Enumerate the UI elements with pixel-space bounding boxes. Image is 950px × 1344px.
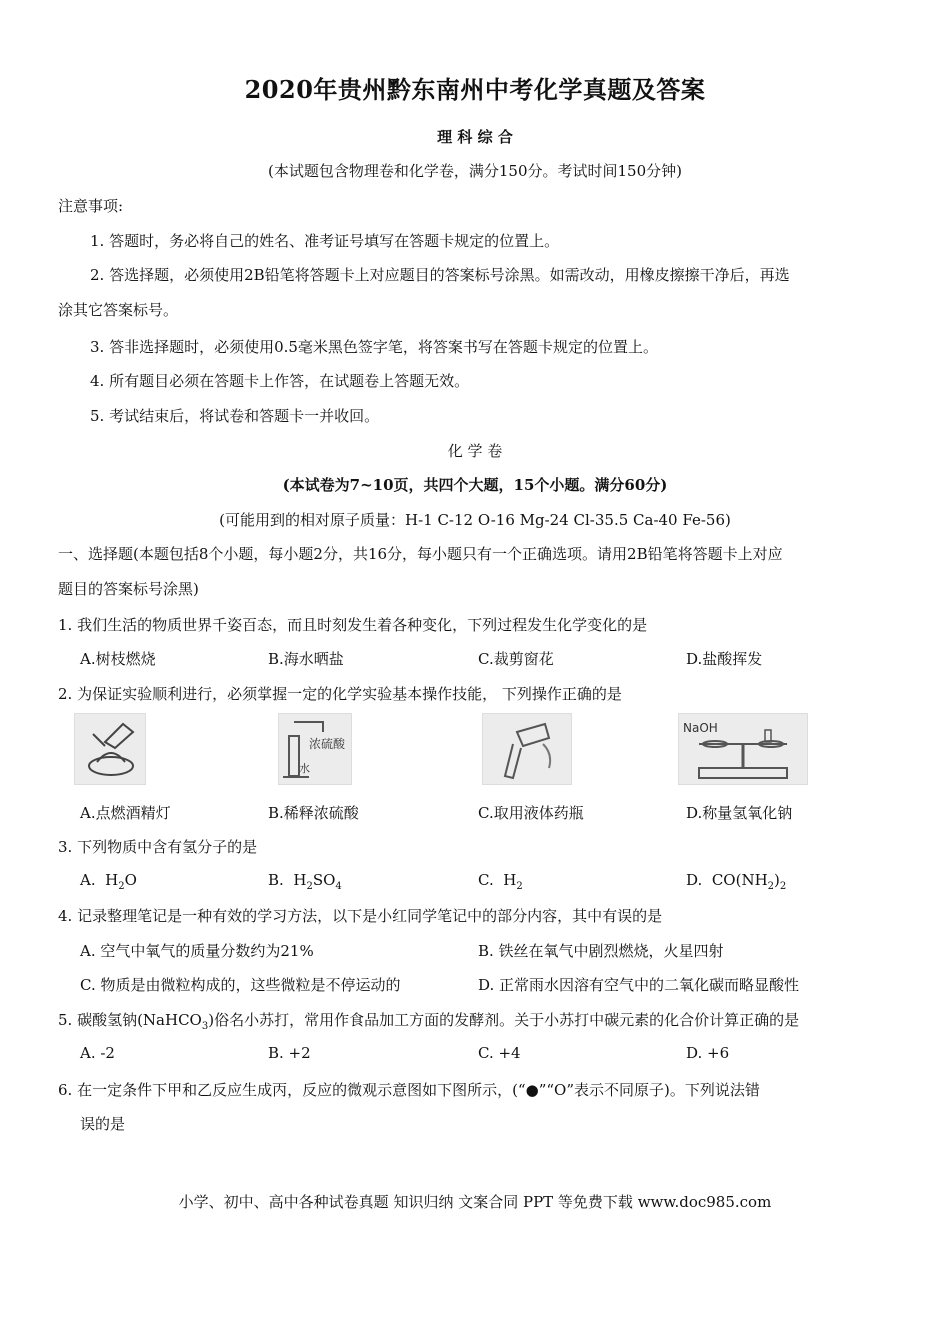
notice-item: 5. 考试结束后，将试卷和答题卡一并收回。 [90,407,380,425]
q2-option-b: B.稀释浓硫酸 [268,804,359,822]
notice-heading: 注意事项: [58,197,124,215]
naoh-label: NaOH [683,721,718,735]
q5-option-d: D. +6 [686,1044,730,1062]
weighing-naoh-image [678,713,808,785]
question-5: 5. 碳酸氢钠(NaHCO$_3$)俗名小苏打，常用作食品加工方面的发酵剂。关于小苏打中碳元素的化合价计算正确的是 [58,1011,800,1032]
question-6: 6. 在一定条件下甲和乙反应生成丙，反应的微观示意图如下图所示，(“●”“O”表示不同原子)。下列说法错 [58,1081,760,1099]
section-info: (本试卷为7~10页，共四个大题，15个小题。满分60分) [282,476,668,494]
lighting-alcohol-lamp-image [74,713,146,785]
q3-option-c: C. $H_2$ [478,871,523,892]
paper-subtitle: 理 科 综 合 [437,128,513,146]
q5-option-a: A. -2 [80,1044,115,1062]
q3-option-d: D. $CO(NH_2)_2$ [686,871,787,892]
diluting-sulfuric-acid-image [278,713,352,785]
q2-option-d: D.称量氢氧化钠 [686,804,793,822]
question-3: 3. 下列物质中含有氢分子的是 [58,838,258,856]
part1-heading: 一、选择题(本题包括8个小题，每小题2分，共16分，每小题只有一个正确选项。请用2B铅笔将答题卡上对应 [58,545,783,563]
q1-option-c: C.裁剪窗花 [478,650,554,668]
page-footer: 小学、初中、高中各种试卷真题 知识归纳 文案合同 PPT 等免费下载 www.doc985.com [178,1193,772,1211]
page-title: 2020年贵州黔东南州中考化学真题及答案 [244,75,706,104]
question-2: 2. 为保证实验顺利进行，必须掌握一定的化学实验基本操作技能， 下列操作正确的是 [58,685,622,703]
part1-heading-continued: 题目的答案标号涂黑) [58,580,199,598]
q3-option-b: B. $H_2SO_4$ [268,871,342,892]
notice-item: 2. 答选择题，必须使用2B铅笔将答题卡上对应题目的答案标号涂黑。如需改动，用橡皮擦擦干净后，再选 [90,266,790,284]
taking-liquid-image [482,713,572,785]
q5-option-c: C. +4 [478,1044,521,1062]
sulfuric-acid-label: 浓硫酸 [309,737,346,751]
question-6-continued: 误的是 [80,1115,126,1133]
section-title: 化 学 卷 [447,442,503,460]
q5-option-b: B. +2 [268,1044,311,1062]
paper-intro: (本试题包含物理卷和化学卷，满分150分。考试时间150分钟) [268,162,682,180]
atomic-masses: (可能用到的相对原子质量：H-1 C-12 O-16 Mg-24 Cl-35.5 Ca-40 Fe-56) [219,511,731,529]
water-label: 水 [299,762,310,775]
q1-option-d: D.盐酸挥发 [686,650,763,668]
q4-option-b: B. 铁丝在氧气中剧烈燃烧，火星四射 [478,942,724,960]
q1-option-a: A.树枝燃烧 [80,650,156,668]
q4-option-a: A. 空气中氧气的质量分数约为21% [80,942,314,960]
q4-option-d: D. 正常雨水因溶有空气中的二氧化碳而略显酸性 [478,976,800,994]
notice-item-continued: 涂其它答案标号。 [58,301,179,319]
q4-option-c: C. 物质是由微粒构成的，这些微粒是不停运动的 [80,976,401,994]
notice-item: 3. 答非选择题时，必须使用0.5毫米黑色签字笔，将答案书写在答题卡规定的位置上。 [90,338,658,356]
q1-option-b: B.海水晒盐 [268,650,344,668]
notice-item: 1. 答题时，务必将自己的姓名、准考证号填写在答题卡规定的位置上。 [90,232,560,250]
question-1: 1. 我们生活的物质世界千姿百态，而且时刻发生着各种变化，下列过程发生化学变化的是 [58,616,648,634]
question-4: 4. 记录整理笔记是一种有效的学习方法，以下是小红同学笔记中的部分内容，其中有误的是 [58,907,663,925]
notice-item: 4. 所有题目必须在答题卡上作答，在试题卷上答题无效。 [90,372,470,390]
q2-option-a: A.点燃酒精灯 [80,804,171,822]
q2-option-c: C.取用液体药瓶 [478,804,584,822]
q3-option-a: A. $H_2O$ [80,871,137,892]
